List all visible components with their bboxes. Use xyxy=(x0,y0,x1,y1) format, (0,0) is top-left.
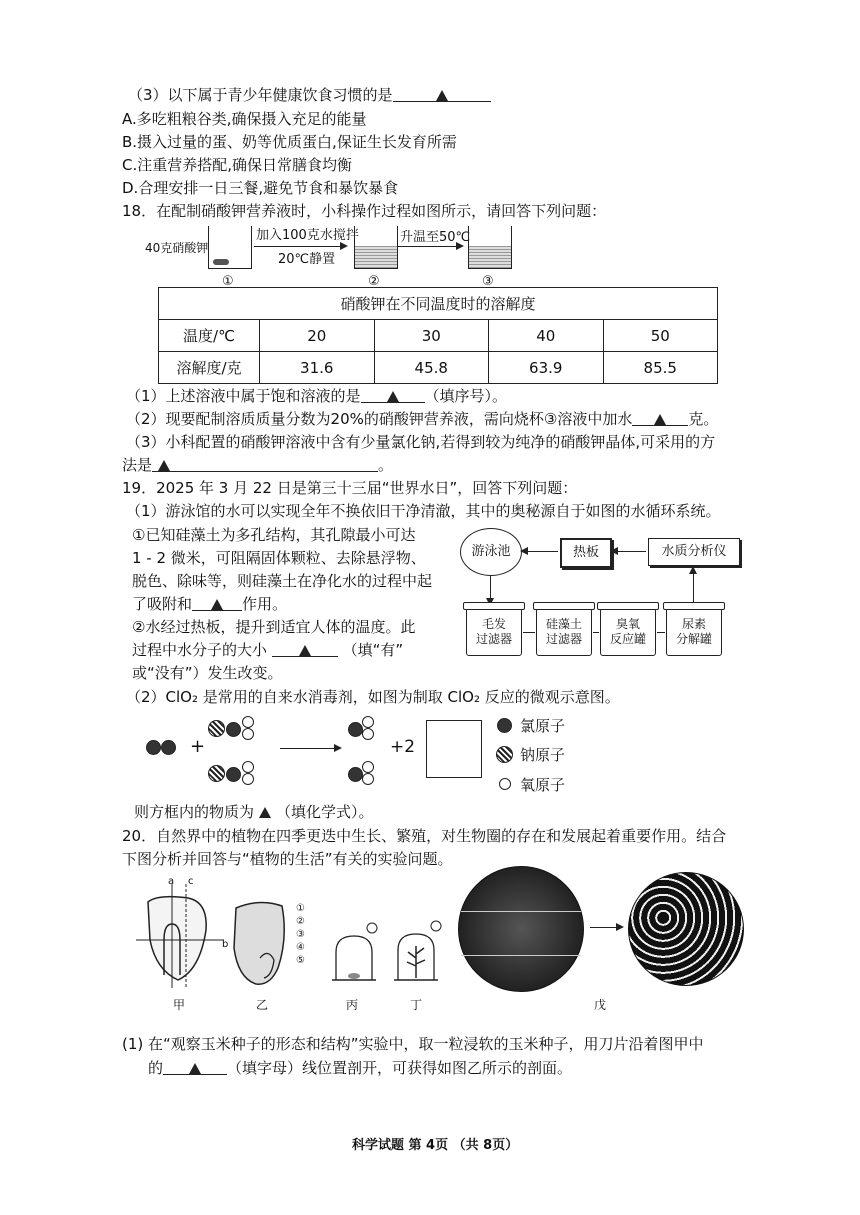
table-row xyxy=(159,320,718,352)
q19-part2: （2）ClO₂ 是常用的自来水消毒剂，如图为制取 ClO₂ 反应的微观示意图。 xyxy=(126,688,620,706)
triangle-icon xyxy=(158,460,170,471)
triangle-icon xyxy=(387,391,399,402)
o-atom xyxy=(242,761,254,773)
table-cell: 45.8 xyxy=(374,352,489,384)
q19-sub1-line4: 了吸附和 作用。 xyxy=(132,595,288,613)
na-atom xyxy=(208,720,225,737)
axis-label-b: b xyxy=(222,939,229,950)
answer-blank[interactable] xyxy=(254,802,276,818)
mark-1: ① xyxy=(222,274,234,289)
arrow-head xyxy=(334,744,342,752)
arrow-head xyxy=(689,566,697,574)
reaction-arrow xyxy=(280,748,338,749)
q19-sub2-line1: ②水经过热板，提升到适宜人体的温度。此 xyxy=(132,618,416,636)
urea-tank: 尿素 分解罐 xyxy=(666,608,722,656)
table-cell: 63.9 xyxy=(489,352,604,384)
q17-stem: （3）以下属于青少年健康饮食习惯的是 xyxy=(128,85,491,105)
legend-o-icon xyxy=(499,778,511,790)
part-marks: ① ② ③ ④ ⑤ xyxy=(296,903,305,966)
o-atom xyxy=(362,773,374,785)
diatomite-filter: 硅藻土 过滤器 xyxy=(536,608,592,656)
table-cell: 20 xyxy=(260,320,375,352)
cl-atom xyxy=(161,740,176,755)
arrow-head xyxy=(616,923,624,931)
table-title: 硝酸钾在不同温度时的溶解度 xyxy=(159,288,718,320)
table-cell: 85.5 xyxy=(603,352,718,384)
arrow-1 xyxy=(254,246,346,247)
solubility-table xyxy=(158,287,718,384)
o-atom xyxy=(242,773,254,785)
legend-na-icon xyxy=(496,746,513,763)
triangle-icon xyxy=(211,599,223,610)
triangle-icon xyxy=(654,414,666,425)
triangle-icon xyxy=(436,90,448,101)
micro-view-large xyxy=(458,866,584,992)
axis-label-a: a xyxy=(168,876,175,887)
fig-label-jia: 甲 xyxy=(173,998,186,1012)
table-cell: 40 xyxy=(489,320,604,352)
q18-sub3: （3）小科配置的硝酸钾溶液中含有少量氯化钠,若得到较为纯净的硝酸钾晶体,可采用的方 xyxy=(126,433,716,451)
q18-sub3-cont: 法是 。 xyxy=(122,456,394,474)
q20-line1: 20．自然界中的植物在四季更迭中生长、繁殖，对生物圈的存在和发展起着重要作用。结合 xyxy=(122,827,727,845)
q19-stem: 19．2025 年 3 月 22 日是第三十三届“世界水日”，回答下列问题： xyxy=(122,479,578,497)
q19-sub2-line3: 或“没有”）发生改变。 xyxy=(132,664,283,682)
cl-atom xyxy=(348,722,363,737)
plus-sign: + xyxy=(190,736,206,757)
step2: 升温至50℃ xyxy=(400,230,471,245)
q19-sub1-line1: ①已知硅藻土为多孔结构，其孔隙最小可达 xyxy=(132,526,416,544)
row-label: 溶解度/克 xyxy=(159,352,260,384)
beaker-1 xyxy=(208,226,252,269)
table-cell: 31.6 xyxy=(260,352,375,384)
pool-node: 游泳池 xyxy=(460,528,522,576)
fig-label-ding: 丁 xyxy=(410,998,423,1012)
o-atom xyxy=(362,716,374,728)
q19-sub2-line2: 过程中水分子的大小 （填“有” xyxy=(132,641,404,659)
answer-blank[interactable] xyxy=(192,594,242,611)
answer-blank[interactable] xyxy=(152,455,378,472)
legend-na: 钠原子 xyxy=(520,746,566,764)
bell-jar-plant-figure xyxy=(392,918,442,988)
q17-option-a: A.多吃粗粮谷类,确保摄入充足的能量 xyxy=(122,110,367,128)
table-cell: 30 xyxy=(374,320,489,352)
answer-box[interactable] xyxy=(426,720,482,778)
q17-option-d: D.合理安排一日三餐,避免节食和暴饮暴食 xyxy=(122,179,399,197)
beaker-3 xyxy=(468,226,512,269)
step1-bottom: 20℃静置 xyxy=(278,252,336,267)
arrow-head xyxy=(610,547,618,555)
q18-stem: 18．在配制硝酸钾营养液时，小科操作过程如图所示，请回答下列问题： xyxy=(122,202,607,220)
seed-section-figure xyxy=(230,898,290,990)
triangle-icon xyxy=(189,1063,201,1074)
answer-blank[interactable] xyxy=(163,1058,227,1075)
na-atom xyxy=(208,765,225,782)
table-cell: 50 xyxy=(603,320,718,352)
cl-atom xyxy=(348,767,363,782)
mark-2: ② xyxy=(368,274,380,289)
arrow xyxy=(523,632,535,633)
answer-blank[interactable] xyxy=(393,85,491,102)
fig-label-bing: 丙 xyxy=(346,998,359,1012)
legend-cl: 氯原子 xyxy=(520,717,566,735)
hair-filter: 毛发 过滤器 xyxy=(466,608,522,656)
q20-sub1-line1: (1) 在“观察玉米种子的形态和结构”实验中，取一粒浸软的玉米种子，用刀片沿着图甲中 xyxy=(122,1035,704,1053)
legend-o: 氧原子 xyxy=(520,776,566,794)
answer-blank[interactable] xyxy=(632,409,688,426)
step1-top: 加入100克水搅拌 xyxy=(256,228,359,243)
arrow-head-1 xyxy=(340,242,348,250)
q19-answer-line: 则方框内的物质为 （填化学式）。 xyxy=(134,803,374,821)
table-row xyxy=(159,352,718,384)
page-footer: 科学试题 第 4页 （共 8页） xyxy=(352,1138,519,1153)
o-atom xyxy=(362,728,374,740)
fig-label-wu: 戊 xyxy=(594,998,607,1012)
arrow-head-2 xyxy=(456,242,464,250)
row-label: 温度/℃ xyxy=(159,320,260,352)
label-40g: 40克硝酸钾 xyxy=(145,241,209,255)
q20-line2: 下图分析并回答与“植物的生活”有关的实验问题。 xyxy=(122,850,453,868)
mark-3: ③ xyxy=(482,274,494,289)
coefficient: +2 xyxy=(390,737,416,757)
analyzer-node: 水质分析仪 xyxy=(648,538,740,566)
cl-atom xyxy=(226,767,241,782)
cl-atom xyxy=(146,740,161,755)
o-atom xyxy=(242,728,254,740)
arrow xyxy=(657,632,665,633)
arrow-2 xyxy=(398,246,462,247)
ozone-tank: 臭氧 反应罐 xyxy=(600,608,656,656)
triangle-icon xyxy=(259,807,271,818)
q20-sub1-line2: 的 （填字母）线位置剖开，可获得如图乙所示的剖面。 xyxy=(148,1059,573,1077)
legend-cl-icon xyxy=(497,718,512,733)
q18-sub1: （1）上述溶液中属于饱和溶液的是 （填序号）。 xyxy=(126,387,508,405)
micro-view-zoomed xyxy=(628,872,744,986)
corn-seed-figure xyxy=(128,880,228,992)
q17-option-c: C.注重营养搭配,确保日常膳食均衡 xyxy=(122,156,353,174)
q19-part1: （1）游泳馆的水可以实现全年不换依旧干净清澈，其中的奥秘源自于如图的水循环系统。 xyxy=(126,502,721,520)
axis-label-c: c xyxy=(188,876,194,887)
answer-blank[interactable] xyxy=(361,386,425,403)
triangle-icon xyxy=(299,645,311,656)
arrow xyxy=(593,632,599,633)
answer-blank[interactable] xyxy=(272,640,338,657)
beaker-2 xyxy=(354,226,398,269)
fig-label-yi: 乙 xyxy=(256,998,269,1012)
q17-option-b: B.摄入过量的蛋、奶等优质蛋白,保证生长发育所需 xyxy=(122,133,457,151)
q19-sub1-line3: 脱色、除味等，则硅藻土在净化水的过程中起 xyxy=(132,572,433,590)
arrow-head xyxy=(520,547,528,555)
o-atom xyxy=(362,761,374,773)
cl-atom xyxy=(226,722,241,737)
q19-sub1-line2: 1 - 2 微米，可阻隔固体颗粒、去除悬浮物、 xyxy=(132,549,426,567)
o-atom xyxy=(242,716,254,728)
bell-jar-figure xyxy=(330,920,380,988)
q18-sub2: （2）现要配制溶质质量分数为20%的硝酸钾营养液，需向烧杯③溶液中加水 克。 xyxy=(126,410,719,428)
heater-node: 热板 xyxy=(560,538,612,568)
